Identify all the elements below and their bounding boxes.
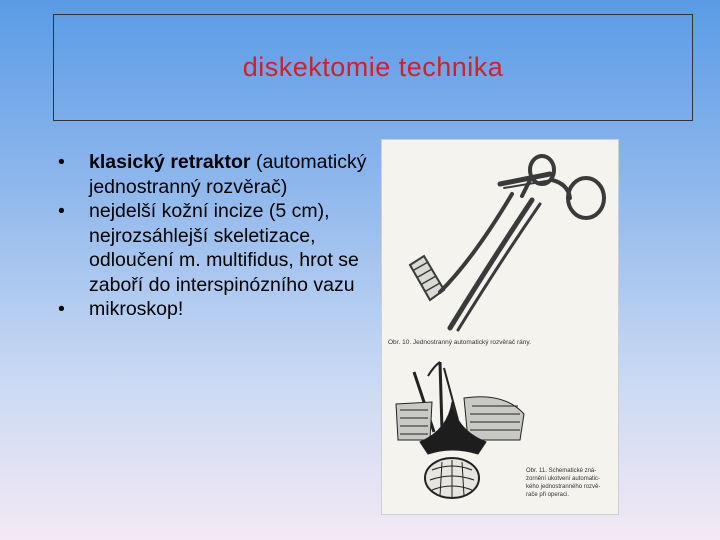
bullet-item — [58, 199, 378, 297]
retractor-figure — [382, 140, 618, 514]
title-box — [53, 14, 693, 121]
caption-line: rače při operaci. — [526, 492, 570, 498]
spine-schematic — [396, 362, 524, 498]
slide-title: diskektomie technika — [242, 52, 504, 82]
bullet-item — [58, 150, 378, 199]
caption-line: Obr. 11. Schematické zná- — [526, 468, 597, 474]
retractor-illustration — [382, 140, 618, 514]
caption-line: kého jednostranného rozvě- — [526, 484, 601, 490]
bullet-text: mikroskop! — [89, 298, 184, 320]
caption-line: zornění ukotvení automatic- — [526, 476, 601, 482]
bullet-list — [58, 150, 378, 322]
retractor-drawing — [410, 156, 604, 330]
figure-caption-2 — [526, 468, 600, 498]
bullet-bold-text: klasický retraktor — [89, 151, 251, 173]
figure-caption-1: Obr. 10. Jednostranný automatický rozvěrač rány. — [388, 339, 531, 346]
bullet-item — [58, 297, 378, 322]
bullet-text: nejdelší kožní incize (5 cm), nejrozsáhlejší skeletizace, odloučení m. multifidus, hrot se zaboří do interspinózního vazu — [89, 200, 359, 296]
bullet-text: (automatický jednostranný rozvěrač) — [89, 151, 367, 198]
